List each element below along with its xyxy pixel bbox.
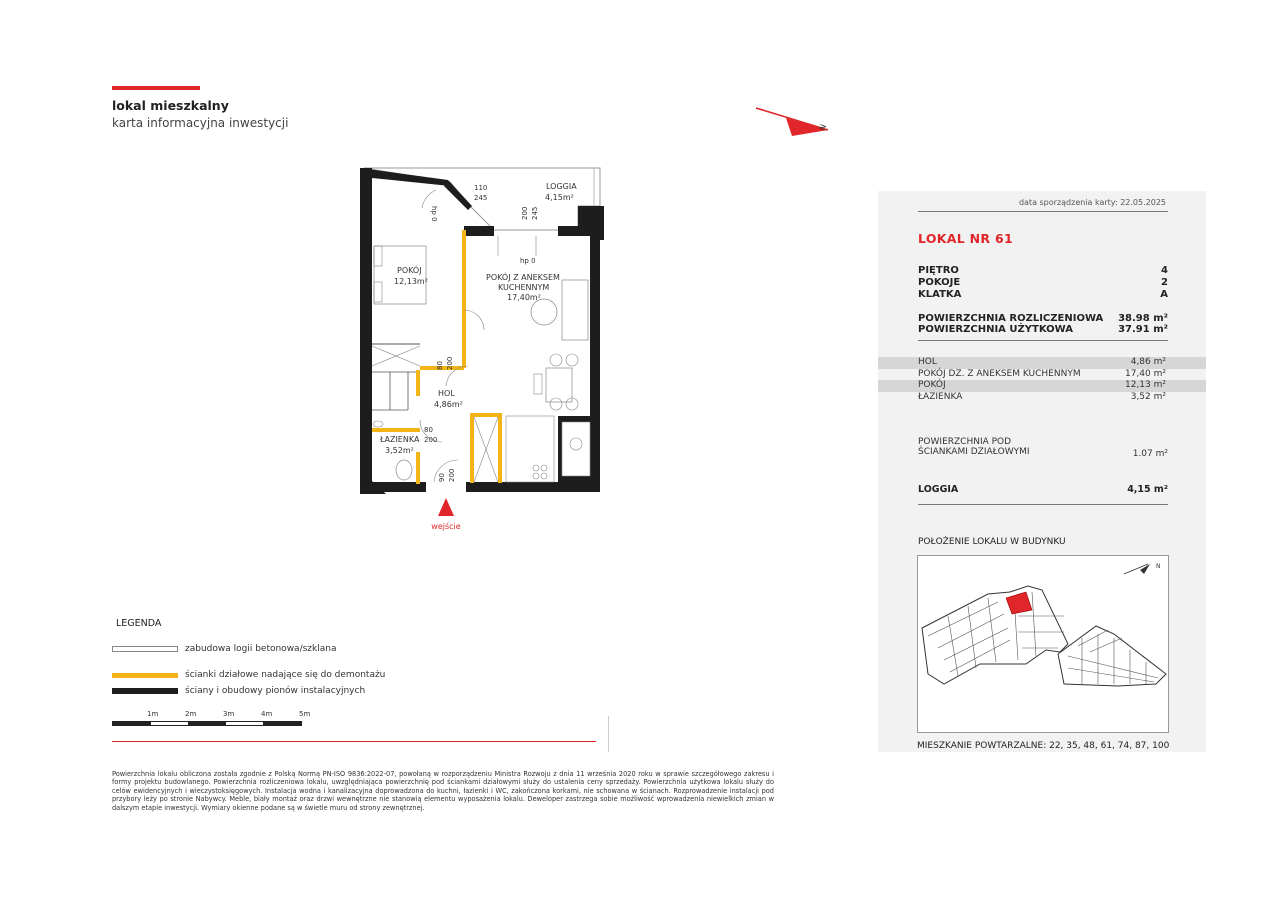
dim-loggia-door-w: 110 [474, 184, 488, 192]
panel-rule-top [918, 211, 1168, 212]
scale-label-2m: 2m [185, 710, 197, 718]
usable-area-label: POWIERZCHNIA UŻYTKOWA [918, 324, 1073, 335]
living-room-area: 17,40m² [507, 293, 541, 302]
loggia-row [918, 484, 1168, 495]
legend-swatch-partition [112, 673, 178, 678]
key-plan-north-label: N [1156, 563, 1161, 570]
repeat-units: MIESZKANIE POWTARZALNE: 22, 35, 48, 61, 74, 87, 100 [917, 741, 1170, 751]
dim-loggia-door-h: 245 [474, 194, 488, 202]
room-row [878, 380, 1206, 392]
bathroom-area: 3,52m² [385, 446, 414, 455]
key-plan-drawing [918, 556, 1168, 732]
scale-label-1m: 1m [147, 710, 159, 718]
legend-title: LEGENDA [116, 618, 162, 629]
room-row-label: POKÓJ DZ. Z ANEKSEM KUCHENNYM [918, 368, 1081, 379]
dim-balcony-door-w: 200 [521, 206, 529, 220]
staircase-row [918, 289, 1168, 300]
billing-area-label: POWIERZCHNIA ROZLICZENIOWA [918, 313, 1104, 324]
staircase-label: KLATKA [918, 289, 962, 300]
room-row-value: 4,86 m² [1130, 357, 1166, 367]
room-row [878, 357, 1206, 369]
room-label: POKÓJ [397, 266, 422, 275]
legend-label-glass: zabudowa logii betonowa/szklana [185, 644, 337, 654]
floor-value: 4 [1161, 265, 1168, 276]
legend-item-partition [112, 670, 385, 680]
dim-entry-door-h: 200 [448, 468, 456, 482]
scale-label-4m: 4m [261, 710, 273, 718]
legend-swatch-walls [112, 688, 178, 694]
footer-divider [112, 741, 596, 742]
loggia-row-label: LOGGIA [918, 484, 959, 495]
living-room-label-line1: POKÓJ Z ANEKSEM [486, 273, 560, 282]
dim-hp-room: hp 0 [520, 257, 536, 265]
floor-plan [350, 160, 610, 540]
room-area: 12,13m² [394, 277, 428, 286]
hall-label: HOL [438, 389, 455, 398]
dim-entry-door-w: 90 [438, 473, 446, 482]
document-title: lokal mieszkalny [112, 98, 229, 113]
footnote: Powierzchnia lokalu obliczona została zgodnie z Polską Normą PN-ISO 9836:2022-07, powołaną w rozporządzeniu Ministra Rozwoju z dnia 11 września 2020 roku w sprawie szczegółowego zakresu i formy projektu budowlanego. Powierzchnia rozliczeniowa lokalu, uwzględniająca powierzchnię pod ściankami działowymi służy do ustalenia ceny sprzedaży. Powierzchnia użytkowa lokalu służy do celów ewidencyjnych i wieczystoksięgowych. Instalacja wodna i kanalizacyjna doprowadzona do kuchni, łazienki i WC, zakończona korkami, nie schowana w ścianach. Rozprowadzenie instalacji pod przybory leży po stronie Nabywcy. Meble, biały montaż oraz drzwi wewnętrzne nie stanowią elementu wyposażenia lokalu. Deweloper zastrzega sobie możliwość wprowadzenia niewielkich zmian w dalszym etapie inwestycji. Wymiary okienne podane są w świetle muru od strony zewnętrznej. [112, 770, 774, 812]
dim-bath-door-h: 200 [424, 436, 438, 444]
rooms-count-label: POKOJE [918, 277, 961, 288]
usable-area-value: 37.91 m² [1118, 324, 1168, 335]
panel-rule-bottom [918, 504, 1168, 505]
header-accent-bar [112, 86, 200, 90]
legend-swatch-glass [112, 646, 178, 652]
room-row-value: 12,13 m² [1124, 380, 1166, 390]
dim-hol-door-h: 200 [446, 356, 454, 370]
entry-arrow-icon [438, 498, 454, 518]
room-row-label: POKÓJ [918, 380, 946, 390]
partition-area [918, 437, 1168, 457]
dim-hp-loggia: hp 0 [430, 206, 438, 222]
dim-bath-door-w: 80 [424, 426, 433, 434]
north-arrow-icon [752, 100, 832, 140]
legend-item-glass [112, 644, 336, 654]
unit-number: LOKAL NR 61 [918, 231, 1013, 246]
room-row-value: 3,52 m² [1130, 391, 1166, 402]
hall-area: 4,86m² [434, 400, 463, 409]
document-subtitle: karta informacyjna inwestycji [112, 116, 289, 130]
loggia-label: LOGGIA [546, 182, 577, 191]
panel-rule-mid [918, 340, 1168, 341]
building-key-plan [917, 555, 1169, 733]
room-list [878, 357, 1206, 403]
billing-area-row [918, 313, 1168, 324]
floor-label: PIĘTRO [918, 265, 959, 276]
room-row-label: ŁAZIENKA [918, 391, 963, 402]
legend-item-walls [112, 686, 365, 696]
rooms-count-value: 2 [1161, 277, 1168, 288]
room-row [878, 392, 1206, 404]
billing-area-value: 38.98 m² [1118, 313, 1168, 324]
card-date: data sporządzenia karty: 22.05.2025 [1018, 198, 1166, 207]
bathroom-label: ŁAZIENKA [380, 435, 420, 444]
dim-balcony-door-h: 245 [531, 206, 539, 220]
loggia-area: 4,15m² [545, 193, 574, 202]
floor-row [918, 265, 1168, 276]
partition-area-label-line1: POWIERZCHNIA POD [918, 437, 1012, 447]
scale-label-5m: 5m [299, 710, 311, 718]
room-row [878, 369, 1206, 381]
partition-area-label-line2: ŚCIANKAMI DZIAŁOWYMI [918, 447, 1030, 457]
entry-marker [426, 498, 466, 531]
rooms-count-row [918, 277, 1168, 288]
partition-area-value: 1.07 m² [1132, 449, 1168, 459]
dim-hol-door-w: 80 [436, 361, 444, 370]
living-room-label-line2: KUCHENNYM [498, 283, 550, 292]
entry-label: wejście [431, 522, 461, 531]
room-row-value: 17,40 m² [1124, 368, 1166, 379]
room-row-label: HOL [918, 357, 937, 367]
location-title: POŁOŻENIE LOKALU W BUDYNKU [918, 537, 1066, 547]
loggia-row-value: 4,15 m² [1127, 484, 1168, 495]
north-arrow-label: N [817, 123, 829, 132]
scale-bar-graphic [112, 721, 302, 726]
usable-area-row [918, 324, 1168, 335]
legend-label-partition: ścianki działowe nadające się do demontażu [185, 670, 386, 680]
info-panel [878, 191, 1206, 752]
footer-divider-tick [608, 716, 609, 752]
staircase-value: A [1160, 289, 1168, 300]
scale-label-3m: 3m [223, 710, 235, 718]
legend-label-walls: ściany i obudowy pionów instalacyjnych [185, 686, 366, 696]
